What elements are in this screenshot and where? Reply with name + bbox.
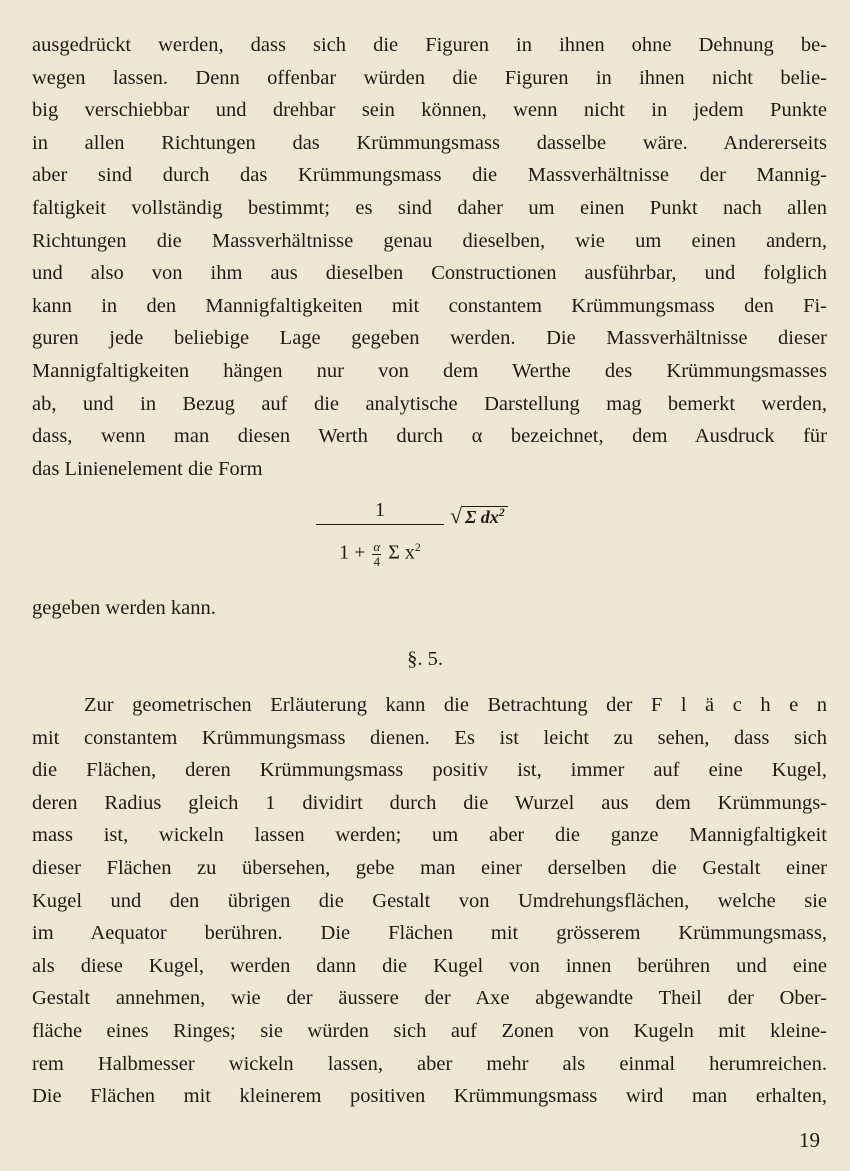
radical-sign: √ [450,503,463,528]
paragraph-surfaces [32,689,827,1113]
text-line: das Linienelement die Form [32,457,263,480]
page-number: 19 [799,1128,820,1152]
alpha-over-four [372,540,381,569]
paragraph-curvature [32,29,827,485]
four-digit: 4 [373,553,381,569]
formula-denominator [316,527,444,573]
square-root [450,503,508,529]
sum-x: Σ x [388,542,415,565]
text-line: Kugel und den übrigen die Gestalt von Umdrehungsflächen, welche sie [32,889,827,912]
denominator-lead: 1 + [339,542,366,565]
text-line: Mannigfaltigkeiten hängen nur von dem Werthe des Krümmungsmasses [32,359,827,382]
text-line: als diese Kugel, werden dann die Kugel von innen berühren und eine [32,954,827,977]
text-line: guren jede beliebige Lage gegeben werden. Die Massverhältnisse dieser [32,327,827,350]
text-line: faltigkeit vollständig bestimmt; es sind daher um einen Punkt nach allen [32,196,827,219]
text-line: Zur geometrischen Erläuterung kann die Betrachtung der F l ä c h e n [84,694,827,716]
text-line: Richtungen die Massverhältnisse genau dieselben, wie um einen andern, [32,229,827,252]
text-line: rem Halbmesser wickeln lassen, aber mehr als einmal herumreichen. [32,1052,827,1075]
dx-exponent: 2 [498,505,505,519]
radicand [462,506,508,527]
text-line: ab, und in Bezug auf die analytische Darstellung mag bemerkt werden, [32,392,827,415]
text-line: in allen Richtungen das Krümmungsmass dasselbe wäre. Andererseits [32,131,827,154]
text-line: dass, wenn man diesen Werth durch α bezeichnet, dem Ausdruck für [32,425,827,448]
text-line: und also von ihm aus dieselben Constructionen ausführbar, und folglich [32,262,827,285]
x-exponent: 2 [414,540,421,555]
text-line: mit constantem Krümmungsmass dienen. Es ist leicht zu sehen, dass sich [32,726,827,749]
text-line: dieser Flächen zu übersehen, gebe man einer derselben die Gestalt einer [32,856,827,879]
text-line: kann in den Mannigfaltigkeiten mit constantem Krümmungsmass den Fi- [32,294,827,317]
text-line: ausgedrückt werden, dass sich die Figuren in ihnen ohne Dehnung be- [32,34,827,56]
alpha-symbol: α [373,538,381,554]
text-line: wegen lassen. Denn offenbar würden die Figuren in ihnen nicht belie- [32,66,827,89]
text-line: big verschiebbar und drehbar sein können, wenn nicht in jedem Punkte [32,99,827,122]
line-element-formula [316,497,546,582]
text-line: Gestalt annehmen, wie der äussere der Axe abgewandte Theil der Ober- [32,987,827,1010]
text-line: deren Radius gleich 1 dividirt durch die Wurzel aus dem Krümmungs- [32,791,827,814]
text-line: im Aequator berühren. Die Flächen mit grösserem Krümmungsmass, [32,922,827,945]
formula-conclusion: gegeben werden kann. [32,597,216,619]
fraction-bar [316,524,444,525]
text-line: aber sind durch das Krümmungsmass die Massverhältnisse der Mannig- [32,164,827,187]
text-line: Die Flächen mit kleinerem positiven Krümmungsmass wird man erhalten, [32,1085,827,1108]
formula-numerator: 1 [375,499,385,521]
section-heading: §. 5. [407,648,443,670]
text-line: mass ist, wickeln lassen werden; um aber die ganze Mannigfaltigkeit [32,824,827,847]
sum-dx: Σ dx [465,507,499,527]
formula-fraction [316,497,444,573]
text-line: fläche eines Ringes; sie würden sich auf Zonen von Kugeln mit kleine- [32,1019,827,1042]
text-line: die Flächen, deren Krümmungsmass positiv ist, immer auf eine Kugel, [32,759,827,782]
